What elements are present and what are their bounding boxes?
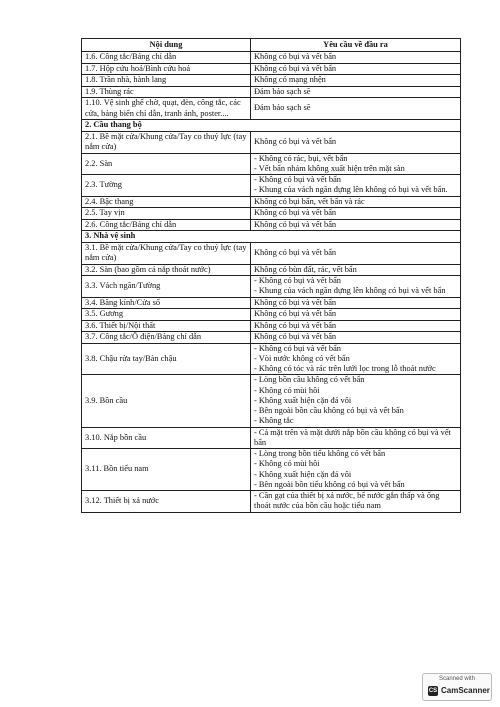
requirement-line: - Lòng trong bồn tiểu không có vết bẩn <box>254 449 386 458</box>
requirement-line: - Không có mùi hôi <box>254 385 320 395</box>
row-requirement <box>251 63 461 75</box>
table-row <box>82 343 461 375</box>
requirement-line: - Cần gạt của thiết bị xả nước, bể nước gắn thấp và ống thoát nước của bồn cầu hoặc tiểu nam <box>254 491 440 511</box>
row-requirement <box>251 343 461 375</box>
requirement-line: Không có bụi và vết bẩn <box>254 63 337 73</box>
table-row <box>82 86 461 98</box>
table-row <box>82 276 461 298</box>
table-row <box>82 131 461 153</box>
table-row <box>82 375 461 427</box>
row-content: 3.6. Thiết bị/Nội thất <box>82 320 251 332</box>
table-row <box>82 175 461 197</box>
row-requirement <box>251 219 461 231</box>
requirement-line: - Không có rác, bụi, vết bẩn <box>254 153 348 163</box>
row-requirement <box>251 131 461 153</box>
row-content: 3.11. Bồn tiểu nam <box>82 449 251 491</box>
requirement-line: - Bên ngoài bồn tiểu không có bụi và vết bẩn <box>254 479 405 489</box>
row-content: 2.4. Bậc thang <box>82 196 251 208</box>
requirement-line: - Không có bụi và vết bẩn <box>254 276 341 285</box>
requirement-line: Không có bụi và vết bẩn <box>254 208 337 218</box>
table-row <box>82 63 461 75</box>
requirement-line: Không có bụi và vết bẩn <box>254 320 337 330</box>
row-content: 2.1. Bề mặt cửa/Khung cửa/Tay co thuỷ lực (tay nắm cửa) <box>82 131 251 153</box>
table-row <box>82 75 461 87</box>
requirement-line: - Không có bụi và vết bẩn <box>254 175 341 184</box>
row-content: 2.5. Tay vịn <box>82 208 251 220</box>
row-requirement <box>251 86 461 98</box>
requirement-line: Đảm bảo sạch sẽ <box>254 86 311 96</box>
row-content: 3.9. Bồn cầu <box>82 375 251 427</box>
row-requirement <box>251 208 461 220</box>
row-content: 2.3. Tường <box>82 175 251 197</box>
requirement-line: Không có bùn đất, rác, vết bẩn <box>254 264 357 274</box>
section-title: 3. Nhà vệ sinh <box>82 231 461 243</box>
table-row <box>82 196 461 208</box>
table-row <box>82 491 461 513</box>
requirement-line: Không có bụi và vết bẩn <box>254 52 337 62</box>
row-content: 3.3. Vách ngăn/Tường <box>82 276 251 298</box>
table-row <box>82 449 461 491</box>
row-requirement <box>251 276 461 298</box>
watermark-caption: Scanned with <box>438 676 476 682</box>
requirement-line: Không có bụi và vết bẩn <box>254 297 337 307</box>
requirement-line: Không có bụi và vết bẩn <box>254 309 337 319</box>
row-content: 1.6. Công tắc/Bảng chỉ dẫn <box>82 52 251 64</box>
row-content: 3.5. Gương <box>82 309 251 321</box>
row-content: 3.4. Băng kính/Cửa sổ <box>82 297 251 309</box>
table-row <box>82 427 461 449</box>
requirement-line: - Không xuất hiện cặn đá vôi <box>254 469 352 479</box>
requirement-line: Không có mạng nhện <box>254 75 326 85</box>
section-row <box>82 231 461 243</box>
row-requirement <box>251 196 461 208</box>
requirements-table <box>81 38 461 513</box>
table-row <box>82 332 461 344</box>
row-content: 2.2. Sàn <box>82 153 251 175</box>
row-content: 1.7. Hộp cứu hoả/Bình cứu hoả <box>82 63 251 75</box>
row-requirement <box>251 264 461 276</box>
requirement-line: - Bên ngoài bồn cầu không có bụi và vết bẩn <box>254 406 404 415</box>
table-header-row <box>82 39 461 52</box>
row-content: 1.9. Thùng rác <box>82 86 251 98</box>
requirement-line: - Không có tóc và rác trên lưới lọc trong lỗ thoát nước <box>254 364 436 373</box>
camscanner-watermark <box>422 673 492 701</box>
requirement-line: - Khung của vách ngăn đựng lên không có bụi và vết bẩn. <box>254 185 448 195</box>
camscanner-logo-icon: CS <box>428 688 438 694</box>
table-row <box>82 52 461 64</box>
table-row <box>82 219 461 231</box>
row-content: 3.2. Sàn (bao gồm cả nắp thoát nước) <box>82 264 251 276</box>
row-requirement <box>251 75 461 87</box>
header-requirement: Yêu cầu về đầu ra <box>251 39 461 52</box>
requirement-line: Không có bụi và vết bẩn <box>254 219 337 229</box>
requirement-line: - Không tắc <box>254 416 294 426</box>
watermark-name: CamScanner <box>441 686 490 695</box>
table-row <box>82 320 461 332</box>
row-requirement <box>251 153 461 175</box>
row-requirement <box>251 449 461 491</box>
requirement-line: Không có bụi và vết bẩn <box>254 247 337 257</box>
requirement-line: - Không có mùi hôi <box>254 459 320 469</box>
table-row <box>82 153 461 175</box>
table-row <box>82 242 461 264</box>
table-row <box>82 297 461 309</box>
row-content: 2.6. Công tắc/Bảng chỉ dẫn <box>82 219 251 231</box>
section-row <box>82 120 461 132</box>
row-requirement <box>251 332 461 344</box>
table-row <box>82 98 461 120</box>
requirement-line: - Không có bụi và vết bẩn <box>254 343 341 353</box>
row-content: 3.7. Công tắc/Ổ điện/Bảng chỉ dẫn <box>82 332 251 344</box>
row-requirement <box>251 52 461 64</box>
section-title: 2. Cầu thang bộ <box>82 120 461 132</box>
requirement-line: Không có bụi và vết bẩn <box>254 332 337 342</box>
row-content: 1.10. Vệ sinh ghế chờ, quạt, đèn, công tắc, các cửa, bảng biển chỉ dẫn, tranh ảnh, poster.... <box>82 98 251 120</box>
row-content: 3.1. Bề mặt cửa/Khung cửa/Tay co thuỷ lực (tay nắm cửa) <box>82 242 251 264</box>
row-content: 3.10. Nắp bồn cầu <box>82 427 251 449</box>
requirement-line: Đảm bảo sạch sẽ <box>254 103 311 113</box>
row-content: 3.8. Chậu rửa tay/Bàn chậu <box>82 343 251 375</box>
row-requirement <box>251 427 461 449</box>
table-row <box>82 264 461 276</box>
row-requirement <box>251 320 461 332</box>
header-content: Nội dung <box>82 39 251 52</box>
row-requirement <box>251 242 461 264</box>
table-row <box>82 208 461 220</box>
row-requirement <box>251 375 461 427</box>
table-body <box>82 52 461 513</box>
row-content: 1.8. Trần nhà, hành lang <box>82 75 251 87</box>
row-content: 3.12. Thiết bị xả nước <box>82 491 251 513</box>
row-requirement <box>251 297 461 309</box>
row-requirement <box>251 491 461 513</box>
row-requirement <box>251 98 461 120</box>
requirement-line: - Cả mặt trên và mặt dưới nắp bồn cầu không có bụi và vết bẩn <box>254 427 451 447</box>
requirement-line: - Lòng bồn cầu không có vết bẩn <box>254 375 365 385</box>
requirement-line: - Vòi nước không có vết bẩn <box>254 353 350 363</box>
requirement-line: - Vết bẩn nhám không xuất hiện trên mặt sàn <box>254 163 405 173</box>
row-requirement <box>251 309 461 321</box>
requirement-line: Không có bụi bẩn, vết bẩn và rác <box>254 196 365 206</box>
requirement-line: - Không xuất hiện cặn đá vôi <box>254 395 352 405</box>
table-row <box>82 309 461 321</box>
row-requirement <box>251 175 461 197</box>
requirement-line: - Khung của vách ngăn đựng lên không có bụi và vết bẩn <box>254 286 446 296</box>
requirement-line: Không có bụi và vết bẩn <box>254 136 337 146</box>
